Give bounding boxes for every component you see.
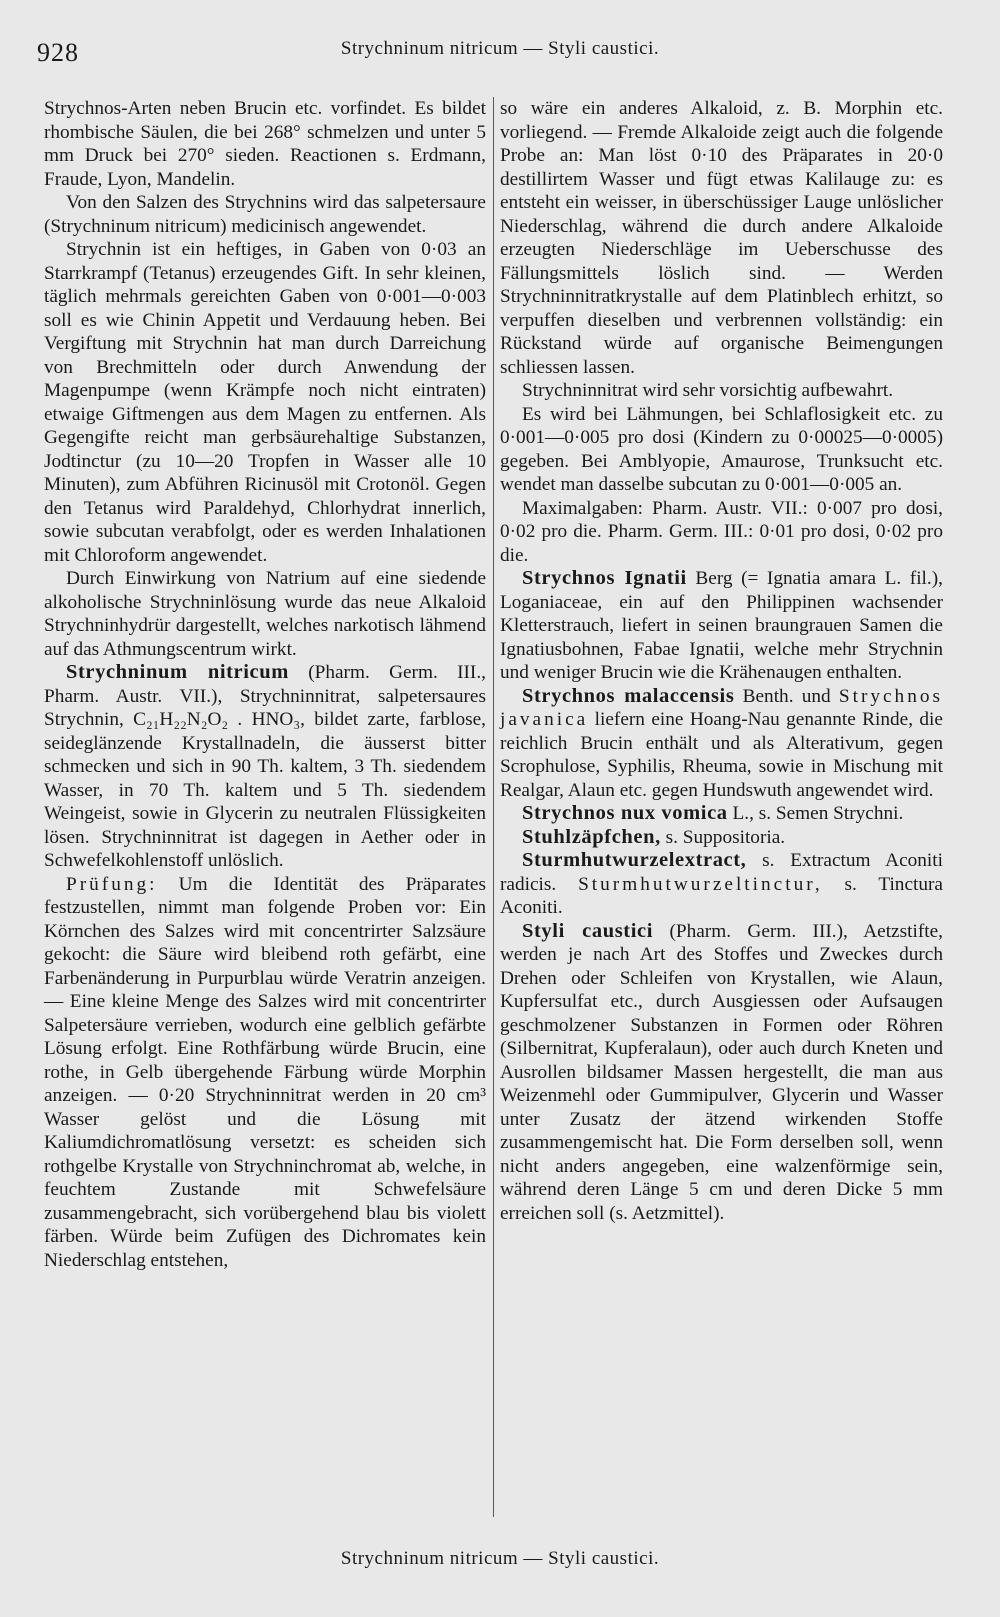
paragraph: Durch Einwirkung von Natrium auf eine siedende alkoholische Strychninlösung wurde das neue Alkaloid Strychninhydrür dargestellt, welches narkotisch lähmend auf das Athmungscentrum wirkt. — [44, 568, 486, 660]
entry-text: (Pharm. Germ. III., Pharm. Austr. VII.), Strychninnitrat, salpetersaures Strychnin, C₂₁H₂₂N₂O₂ . HNO₃, bildet zarte, farblose, seideglänzende Krystallnadeln, die äusserst bitter schmecken und sich in 90 Th. kaltem, 3 Th. siedendem Wasser, in 70 Th. kaltem und 5 Th. siedendem Weingeist, sowie in Glycerin zu neutralen Flüssigkeiten lösen. Strychninnitrat ist dagegen in Aether oder in Schwefelkohlenstoff unlöslich. — [44, 662, 486, 871]
entry-headword: Strychninum nitricum — [66, 661, 289, 683]
paragraph: Strychnin ist ein heftiges, in Gaben von 0·03 an Starrkrampf (Tetanus) erzeugendes Gift. In sehr kleinen, täglich mehrmals gereichten Gaben von 0·001—0·003 soll es wie Chinin Appetit und Verdauung heben. Bei Vergiftung mit Strychnin hat man durch Darreichung von Brechmitteln oder durch Anwendung der Magenpumpe (wenn Krämpfe noch nicht eintraten) etwaige Giftmengen aus dem Magen zu entfernen. Als Gegengifte reicht man gerbsäurehaltige Substanzen, Jodtinctur (zu 10—20 Tropfen in Wasser alle 10 Minuten), zum Abführen Ricinusöl mit Crotonöl. Gegen den Tetanus wird Paraldehyd, Chlorhydrat innerlich, sowie subcutan verabfolgt, oder es werden Inhalationen mit Chloroform angewendet. — [44, 239, 486, 566]
entry-stuhlzaepfchen — [500, 826, 943, 850]
entry-sturmhutwurzelextract — [500, 849, 943, 920]
footer-caption: Strychninum nitricum — Styli caustici. — [340, 1548, 660, 1569]
paragraph: Strychninnitrat wird sehr vorsichtig aufbewahrt. — [522, 380, 894, 401]
right-column — [500, 97, 943, 1225]
entry-headword: Strychnos malaccensis — [522, 684, 735, 707]
entry-strychnos-malaccensis — [500, 685, 943, 803]
paragraph: Maximalgaben: Pharm. Austr. VII.: 0·007 pro dosi, 0·02 pro die. Pharm. Germ. III.: 0·01 pro dosi, 0·02 pro die. — [500, 497, 943, 566]
pruefung-label: Prüfung: — [66, 873, 158, 895]
left-column — [44, 97, 486, 1272]
entry-text: (Pharm. Germ. III.), Aetzstifte, werden je nach Art des Stoffes und Zweckes durch Drehen oder Schleifen von Krystallen, wie Alaun, Kupfersulfat etc., durch Ausgiessen oder Aufsaugen geschmolzener Substanzen in Formen oder Röhren (Silbernitrat, Kupferalaun), oder auch durch Kneten und Ausrollen bildsamer Massen hergestellt, die man aus Weizenmehl oder Gummipulver, Glycerin und Wasser unter Zusatz der ätzend wirkenden Stoffe zusammengemischt hat. Die Form derselben soll, wenn nicht anders angegeben, eine walzenförmige sein, während deren Länge 5 cm und deren Dicke 5 mm erreichen soll (s. Aetzmittel). — [500, 920, 943, 1224]
entry-strychnos-ignatii — [500, 567, 943, 685]
entry-text: Benth. und — [742, 685, 831, 707]
column-divider — [493, 97, 494, 1517]
entry-headword: Styli caustici — [522, 919, 654, 942]
entry-headword: Stuhlzäpfchen, — [522, 825, 661, 848]
entry-headword: Strychnos nux vomica — [522, 802, 728, 824]
entry-headword: Sturmhutwurzelextract, — [522, 849, 747, 871]
entry-text: s. Extractum Aconiti radicis. — [500, 850, 943, 895]
entry-spaced-name: Strychnos javanica — [500, 685, 943, 730]
paragraph: Strychnos-Arten neben Brucin etc. vorfindet. Es bildet rhombische Säulen, die bei 268° schmelzen und unter 5 mm Druck bei 270° sieden. Reactionen s. Erdmann, Fraude, Lyon, Mandelin. — [44, 98, 486, 190]
paragraph: so wäre ein anderes Alkaloid, z. B. Morphin etc. vorliegend. — Fremde Alkaloide zeigt auch die folgende Probe an: Man löst 0·10 des Präparates in 20·0 destillirtem Wasser und fügt etwas Kalilauge zu: es entsteht ein weisser, in überschüssiger Lauge unlöslicher Niederschlag, während die durch andere Alkaloide erzeugten Niederschläge im Ueberschusse des Fällungsmittels löslich sind. — Werden Strychninnitratkrystalle auf dem Platinblech erhitzt, so verpuffen dieselben und verbrennen vollständig: ein Rückstand würde auf organische Beimengungen schliessen lassen. — [500, 98, 943, 378]
entry-text: liefern eine Hoang-Nau genannte Rinde, die reichlich Brucin enthält und als Alterativum, gegen Scrophulose, Syphilis, Rheuma, sowie in Mischung mit Realgar, Alaun etc. gegen Hundswuth angewendet wird. — [500, 709, 943, 801]
pruefung-paragraph — [44, 873, 486, 1273]
entry-headword: Strychnos Ignatii — [522, 567, 687, 589]
entry-text: Berg (= Ignatia amara L. fil.), Loganiaceae, ein auf den Philippinen wachsender Kletterstrauch, liefert in seinen braungrauen Samen die Ignatiusbohnen, Fabae Ignatii, welche mehr Strychnin und weniger Brucin wie die Krähenaugen enthalten. — [500, 568, 943, 683]
entry-text: s. Tinctura Aconiti. — [500, 873, 943, 918]
page-number: 928 — [37, 38, 79, 67]
entry-spaced-name: Sturmhutwurzeltinctur, — [578, 873, 823, 895]
paragraph: Es wird bei Lähmungen, bei Schlaflosigkeit etc. zu 0·001—0·005 pro dosi (Kindern zu 0·00025—0·0005) gegeben. Bei Amblyopie, Amaurose, Trunksucht etc. wendet man dasselbe subcutan zu 0·001—0·005 an. — [500, 403, 943, 495]
entry-strychninum-nitricum — [44, 661, 486, 873]
entry-strychnos-nux-vomica — [500, 802, 943, 826]
paragraph: Von den Salzen des Strychnins wird das salpetersaure (Strychninum nitricum) medicinisch angewendet. — [44, 192, 486, 237]
pruefung-text: Um die Identität des Präparates festzustellen, nimmt man folgende Proben vor: Ein Körnchen des Salzes wird mit concentrirter Salzsäure gekocht: die Säure wird bleibend roth gefärbt, eine Farbenänderung in Purpurblau würde Veratrin anzeigen. — Eine kleine Menge des Salzes wird mit concentrirter Salpetersäure verrieben, wodurch eine gelblich gefärbte Lösung erfolgt. Eine Rothfärbung würde Brucin, eine rothe, in Gelb übergehende Färbung würde Morphin anzeigen. — 0·20 Strychninnitrat werden in 20 cm³ Wasser gelöst und die Lösung mit Kaliumdichromatlösung versetzt: es scheiden sich rothgelbe Krystalle von Strychninchromat ab, welche, in feuchtem Zustande mit Schwefelsäure zusammengebracht, sich vorübergehend blau bis violett färben. Würde beim Zufügen des Dichromates kein Niederschlag entstehen, — [44, 873, 486, 1271]
running-head: Strychninum nitricum — Styli caustici. — [340, 38, 660, 59]
entry-text: s. Suppositoria. — [665, 826, 786, 848]
entry-styli-caustici — [500, 920, 943, 1226]
entry-text: L., s. Semen Strychni. — [732, 803, 904, 824]
